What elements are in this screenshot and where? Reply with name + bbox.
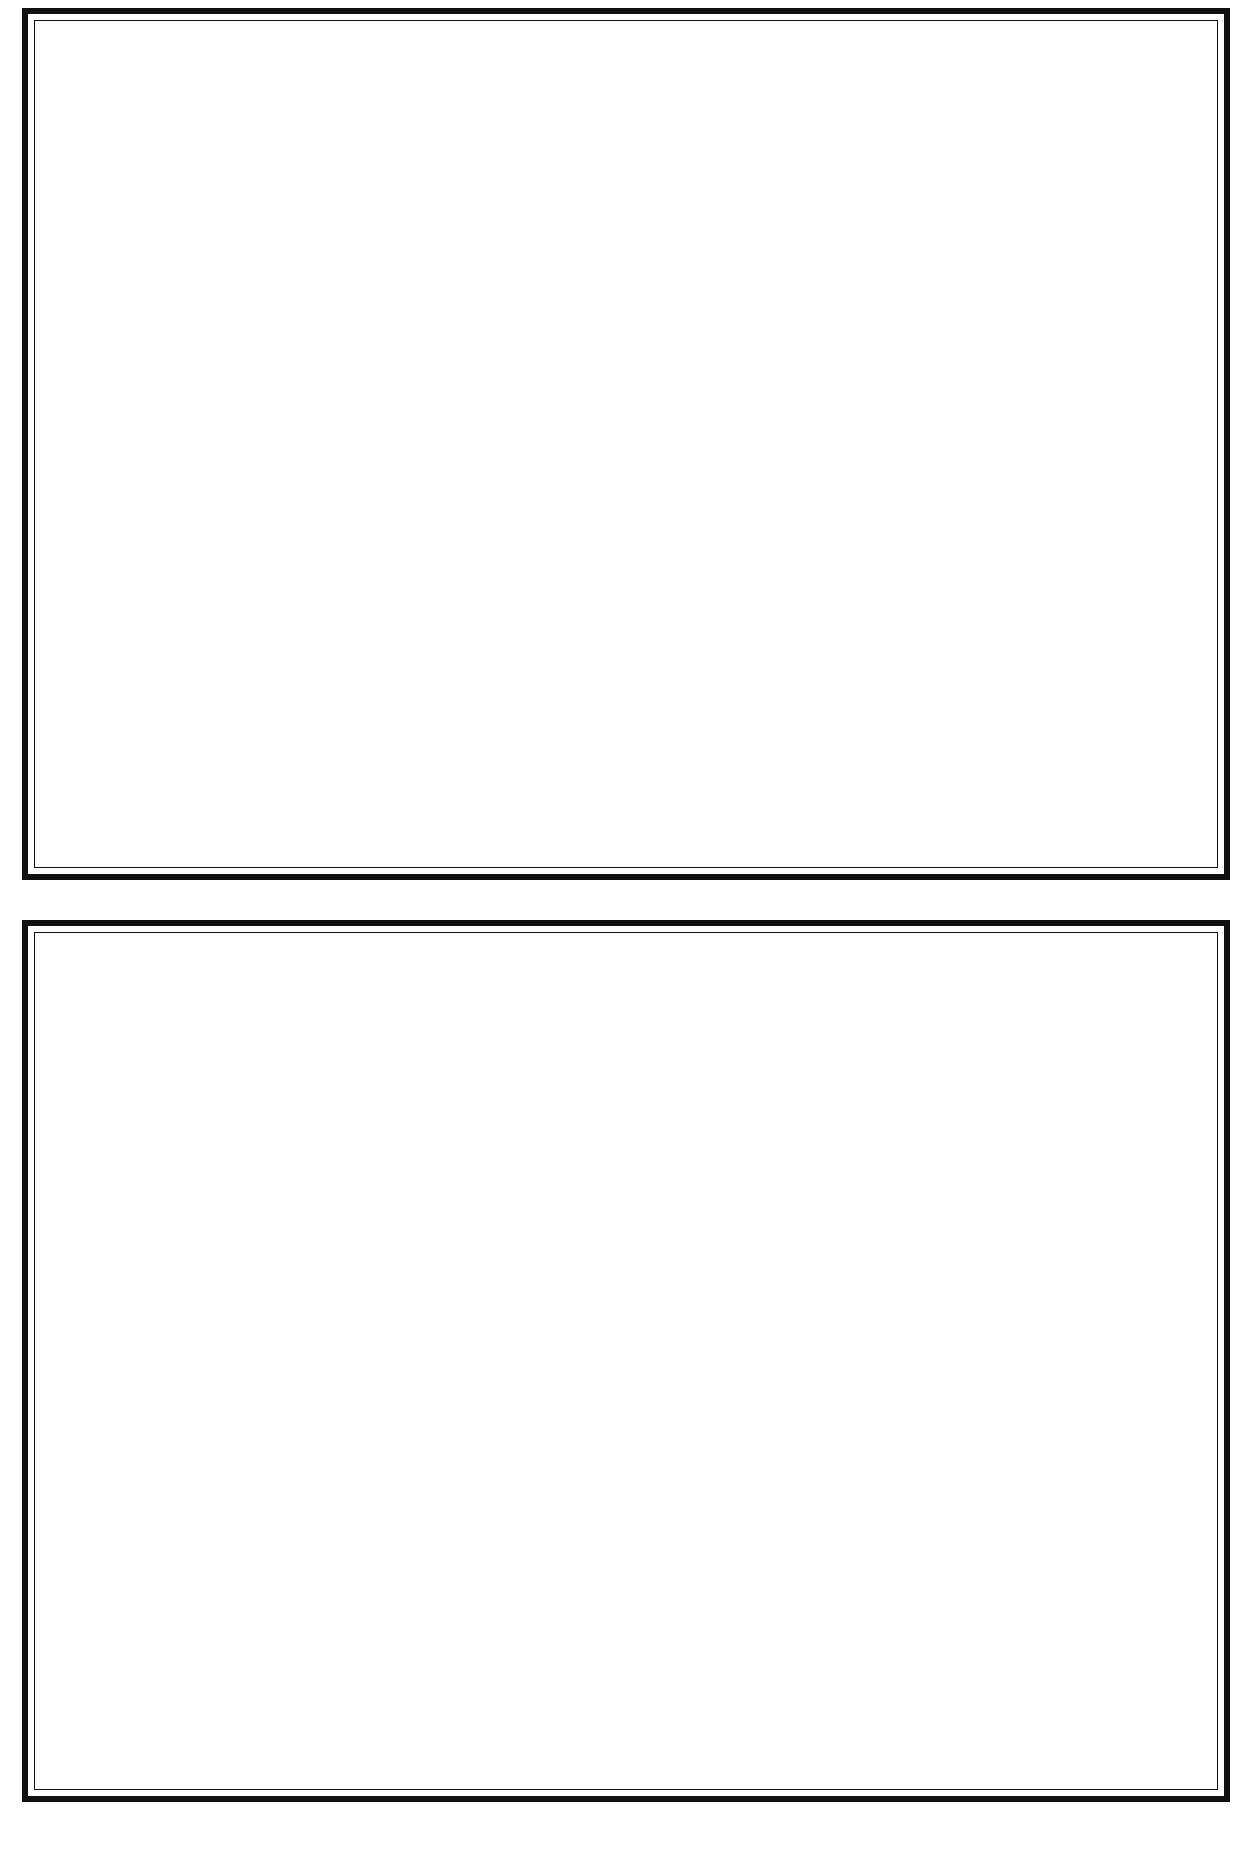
lower-page [22,920,1230,1802]
upper-page-frame [34,20,1218,868]
lower-page-frame [34,932,1218,1790]
upper-page [22,8,1230,880]
